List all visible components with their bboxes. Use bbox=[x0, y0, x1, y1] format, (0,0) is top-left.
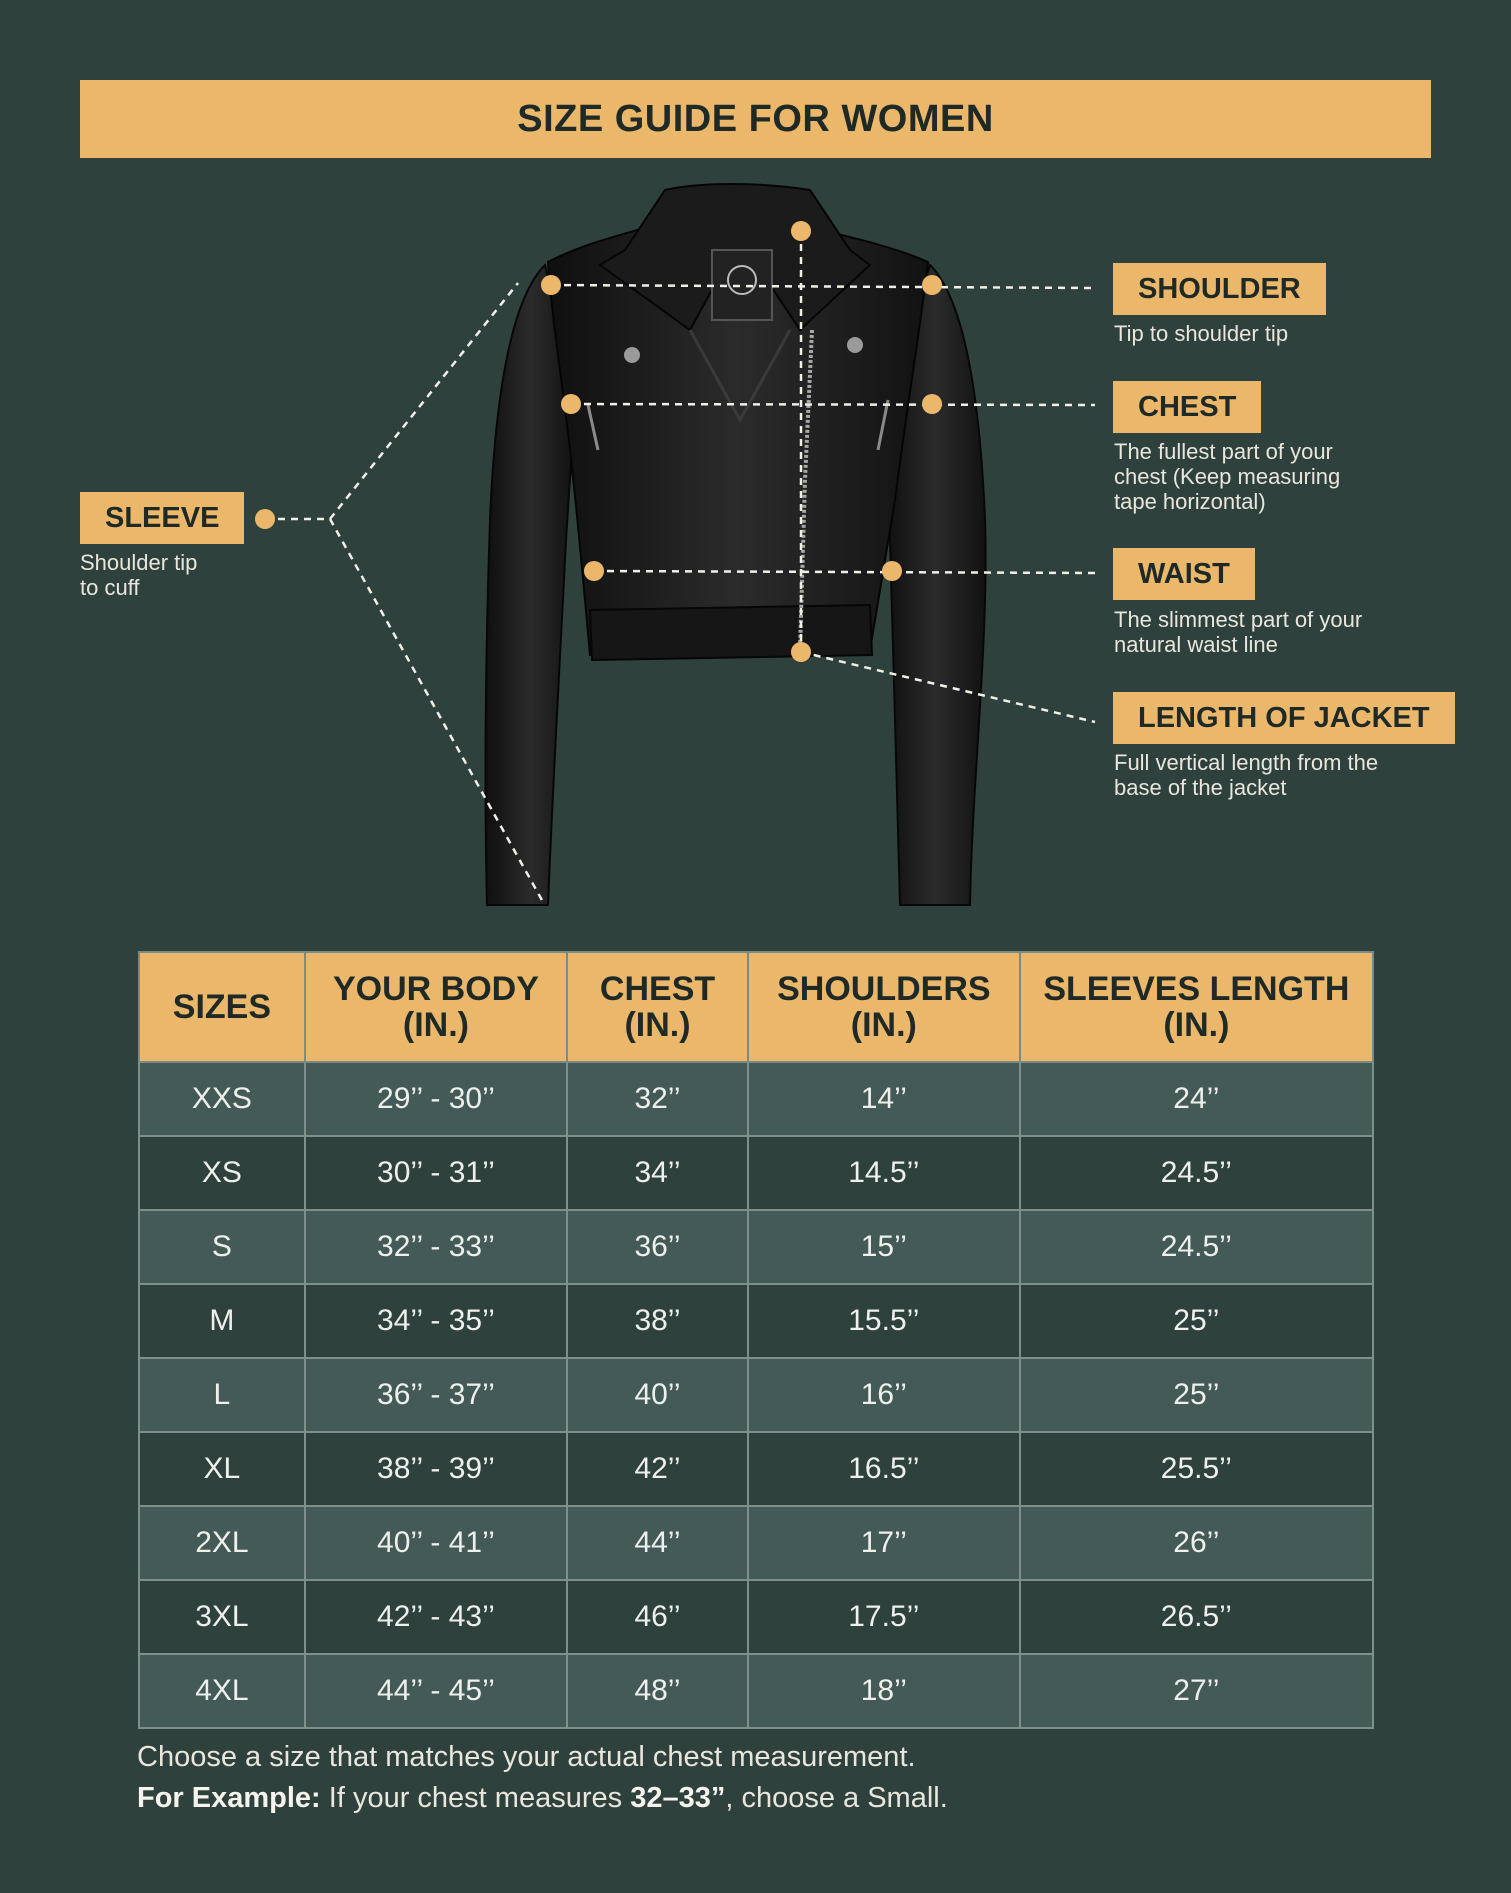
header-sizes: SIZES bbox=[139, 952, 305, 1062]
size-cell: M bbox=[139, 1284, 305, 1358]
size-cell: XXS bbox=[139, 1062, 305, 1136]
chest-cell: 38’’ bbox=[567, 1284, 748, 1358]
length-tag: LENGTH OF JACKET bbox=[1113, 692, 1455, 744]
shoulders-cell: 18’’ bbox=[748, 1654, 1020, 1728]
chest-cell: 44’’ bbox=[567, 1506, 748, 1580]
sleeves-cell: 27’’ bbox=[1020, 1654, 1373, 1728]
sleeve-point bbox=[255, 509, 275, 529]
chest-cell: 48’’ bbox=[567, 1654, 748, 1728]
size-cell: XS bbox=[139, 1136, 305, 1210]
header-shoulders: SHOULDERS (IN.) bbox=[748, 952, 1020, 1062]
body-cell: 40’’ - 41’’ bbox=[305, 1506, 567, 1580]
footer-line-1: Choose a size that matches your actual chest measurement. bbox=[137, 1741, 916, 1773]
chest-cell: 34’’ bbox=[567, 1136, 748, 1210]
chest-cell: 36’’ bbox=[567, 1210, 748, 1284]
table-row bbox=[139, 1136, 1373, 1210]
size-table bbox=[138, 951, 1374, 1729]
shoulders-cell: 14’’ bbox=[748, 1062, 1020, 1136]
body-cell: 30’’ - 31’’ bbox=[305, 1136, 567, 1210]
shoulder-point-right bbox=[922, 275, 942, 295]
table-row bbox=[139, 1654, 1373, 1728]
body-cell: 38’’ - 39’’ bbox=[305, 1432, 567, 1506]
chest-point-right bbox=[922, 394, 942, 414]
waist-desc: The slimmest part of your natural waist line bbox=[1114, 607, 1363, 657]
sleeves-cell: 24.5’’ bbox=[1020, 1136, 1373, 1210]
header-sleeves-length: SLEEVES LENGTH (IN.) bbox=[1020, 952, 1373, 1062]
chest-point-left bbox=[561, 394, 581, 414]
length-point-top bbox=[791, 221, 811, 241]
size-cell: 2XL bbox=[139, 1506, 305, 1580]
size-cell: 3XL bbox=[139, 1580, 305, 1654]
sleeves-cell: 25’’ bbox=[1020, 1358, 1373, 1432]
sleeves-cell: 26.5’’ bbox=[1020, 1580, 1373, 1654]
shoulders-cell: 17’’ bbox=[748, 1506, 1020, 1580]
chest-tag: CHEST bbox=[1113, 381, 1261, 433]
sleeves-cell: 25’’ bbox=[1020, 1284, 1373, 1358]
chest-desc: The fullest part of your chest (Keep measuring tape horizontal) bbox=[1114, 439, 1341, 514]
waist-point-right bbox=[882, 561, 902, 581]
size-cell: S bbox=[139, 1210, 305, 1284]
size-cell: 4XL bbox=[139, 1654, 305, 1728]
chest-cell: 46’’ bbox=[567, 1580, 748, 1654]
footer-line-2: For Example: If your chest measures 32–33”, choose a Small. bbox=[137, 1782, 948, 1814]
shoulder-desc: Tip to shoulder tip bbox=[1114, 321, 1289, 346]
length-desc: Full vertical length from the base of the jacket bbox=[1114, 750, 1379, 800]
shoulder-point-left bbox=[541, 275, 561, 295]
table-row bbox=[139, 1210, 1373, 1284]
footer-note bbox=[137, 1737, 948, 1819]
sleeves-cell: 24.5’’ bbox=[1020, 1210, 1373, 1284]
sleeve-desc: Shoulder tip to cuff bbox=[80, 550, 198, 600]
shoulders-cell: 14.5’’ bbox=[748, 1136, 1020, 1210]
body-cell: 42’’ - 43’’ bbox=[305, 1580, 567, 1654]
waist-tag: WAIST bbox=[1113, 548, 1255, 600]
sleeves-cell: 24’’ bbox=[1020, 1062, 1373, 1136]
size-cell: L bbox=[139, 1358, 305, 1432]
sleeve-tag: SLEEVE bbox=[80, 492, 244, 544]
chest-cell: 32’’ bbox=[567, 1062, 748, 1136]
shoulders-cell: 16.5’’ bbox=[748, 1432, 1020, 1506]
chest-cell: 40’’ bbox=[567, 1358, 748, 1432]
shoulders-cell: 17.5’’ bbox=[748, 1580, 1020, 1654]
table-row bbox=[139, 1358, 1373, 1432]
chest-guide bbox=[571, 404, 1095, 405]
table-header-row bbox=[139, 952, 1373, 1062]
shoulders-cell: 16’’ bbox=[748, 1358, 1020, 1432]
page-title: SIZE GUIDE FOR WOMEN bbox=[80, 80, 1431, 158]
table-row bbox=[139, 1506, 1373, 1580]
sleeve-guide-top bbox=[330, 283, 518, 519]
sleeves-cell: 25.5’’ bbox=[1020, 1432, 1373, 1506]
size-cell: XL bbox=[139, 1432, 305, 1506]
table-row bbox=[139, 1580, 1373, 1654]
table-row bbox=[139, 1284, 1373, 1358]
header-chest: CHEST (IN.) bbox=[567, 952, 748, 1062]
table-row bbox=[139, 1432, 1373, 1506]
length-point-bottom bbox=[791, 642, 811, 662]
shoulder-tag: SHOULDER bbox=[1113, 263, 1326, 315]
body-cell: 34’’ - 35’’ bbox=[305, 1284, 567, 1358]
body-cell: 32’’ - 33’’ bbox=[305, 1210, 567, 1284]
table-row bbox=[139, 1062, 1373, 1136]
shoulders-cell: 15’’ bbox=[748, 1210, 1020, 1284]
body-cell: 36’’ - 37’’ bbox=[305, 1358, 567, 1432]
header-your-body: YOUR BODY (IN.) bbox=[305, 952, 567, 1062]
sleeves-cell: 26’’ bbox=[1020, 1506, 1373, 1580]
chest-cell: 42’’ bbox=[567, 1432, 748, 1506]
body-cell: 29’’ - 30’’ bbox=[305, 1062, 567, 1136]
shoulders-cell: 15.5’’ bbox=[748, 1284, 1020, 1358]
body-cell: 44’’ - 45’’ bbox=[305, 1654, 567, 1728]
waist-point-left bbox=[584, 561, 604, 581]
